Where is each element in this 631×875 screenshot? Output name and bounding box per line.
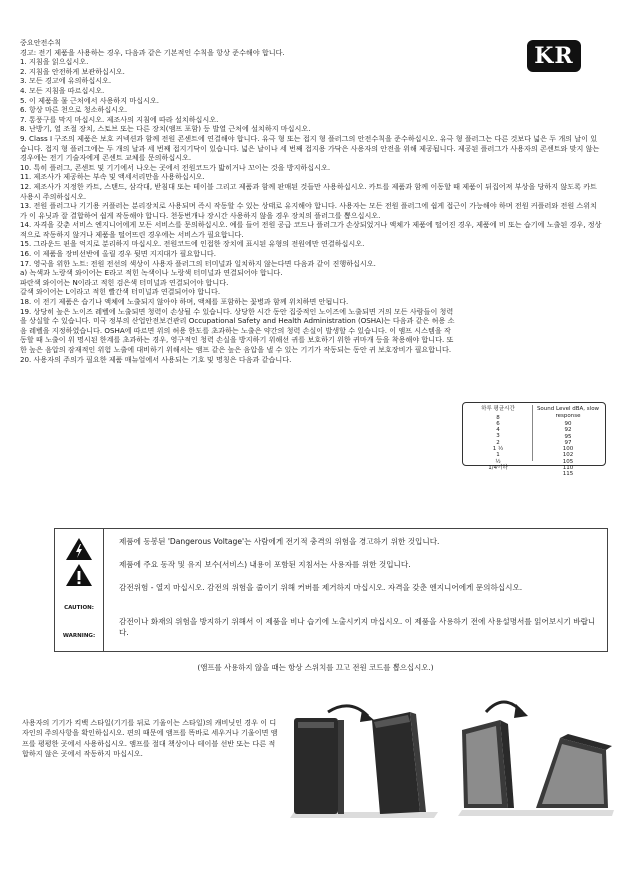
fire-risk-note: 감전이나 화재의 위험을 방지하기 위해서 이 제품을 비나 습기에 노출시키지 마십시오. 이 제품을 사용하기 전에 사용설명서를 읽어보시기 바랍니다.: [119, 617, 596, 637]
instructions-note: 제품에 주요 동작 및 유지 보수(서비스) 내용이 포함된 지침서는 사용자를 위한 것입니다.: [119, 560, 411, 569]
power-off-note: (앰프를 사용하지 않을 때는 항상 스위치를 끄고 전원 코드를 뽑으십시오.): [197, 663, 434, 672]
hours-column: [466, 406, 530, 471]
table-divider: [532, 405, 533, 461]
warning-label: WARNING:: [62, 633, 96, 639]
shock-risk-note: 감전위험 - 열지 마십시오. 감전의 위험을 줄이기 위해 커버를 제거하지 마십시오. 자격을 갖춘 엔지니어에게 문의하십시오.: [119, 583, 523, 592]
item-3: 3. 모든 경고에 유의하십시오.: [20, 76, 112, 86]
hours-header: 하루 평균시간: [481, 406, 515, 412]
item-9: 9. Class I 구조의 제품은 보호 커넥션과 함께 전원 콘센트에 연결해야 합니다. 유극 형 또는 접지 형 플러그의 안전수칙을 준수하십시오. 유극 형 플러그는 다른 것보다 넓은 두 개의 날이 있습니다. 접지 형 플러그에는 두 개의 날과 세 번째 접지기닥이 있습니다. 넓은 날이나 세 번째 접지용 가닥은 사용자의 안전을 위해 제공됩니다. 제공된 플러그가 사용자의 콘센트와 맞지 않는 경우에는 전기 기술자에게 콘센트 교체를 문의하십시오.: [20, 133, 600, 163]
item-4: 4. 모든 지침을 따르십시오.: [20, 85, 105, 95]
level-cell: 100: [562, 446, 574, 453]
level-cell: 97: [564, 439, 572, 446]
hours-cell: 8: [496, 414, 500, 421]
item-11: 11. 제조사가 제공하는 부속 및 액세서리만을 사용하십시오.: [20, 172, 205, 182]
item-14: 14. 자격을 갖춘 서비스 엔지니어에게 모든 서비스를 문의하십시오. 예를 들어 전원 공급 코드나 플러그가 손상되었거나 액체가 제품에 떨어진 경우, 제품에 비 또는 습기에 노출된 경우, 정상적으로 작동하지 않거나 제품을 떨어뜨린 경우에는 서비스가 필요합니다.: [20, 220, 602, 239]
warning-icons-column: [55, 529, 104, 651]
hours-cell: 6: [496, 420, 500, 427]
hours-cell: 1 ½: [492, 445, 504, 452]
item-5: 5. 이 제품을 물 근처에서 사용하지 마십시오.: [20, 95, 160, 105]
item-6: 6. 항상 마른 천으로 청소하십시오.: [20, 105, 128, 115]
item-16: 16. 이 제품을 장비선반에 올릴 경우 뒷면 지지대가 필요합니다.: [20, 249, 217, 259]
item-7: 7. 통풍구를 막지 마십시오. 제조사의 지침에 따라 설치하십시오.: [20, 114, 219, 124]
hours-cell: 2: [496, 439, 500, 446]
hours-cell: 3: [496, 433, 500, 440]
item-1: 1. 지침을 읽으십시오.: [20, 57, 89, 67]
dangerous-voltage-note: 제품에 동봉된 'Dangerous Voltage'는 사람에게 전기적 충격의 위험을 경고하기 위한 것입니다.: [119, 537, 440, 546]
warning-symbols-box: [54, 528, 608, 652]
kickback-cabinet-note: 사용자의 기기가 킥백 스타일(기기를 뒤로 기울이는 스타일)의 캐비닛인 경우 이 디자인의 주의사항을 확인하십시오. 편의 때문에 앰프를 똑바로 세우거나 기울이면 앰프를 평평한 곳에서 사용하십시오. 앰프를 절대 책상이나 테이블 선반 또는 다른 적합하지 않은 곳에서 작동하지 마십시오.: [22, 718, 278, 759]
caution-label: CAUTION:: [64, 605, 94, 611]
item-12: 12. 제조사가 지정한 카트, 스탠드, 삼각대, 받침대 또는 테이블 그리고 제품과 함께 판매된 것들만 사용하십시오. 카트를 제품과 함께 이동할 때 제품이 뒤집어져 부상을 당하지 않도록 카트 사용시 주의하십시오.: [20, 181, 597, 201]
level-cell: 90: [564, 421, 572, 427]
hours-cell: ½: [495, 458, 501, 465]
safety-instructions: [20, 38, 603, 364]
level-cell: 95: [564, 433, 572, 440]
item-15: 15. 그라운드 핀을 억지로 분리하지 마십시오. 전원코드에 인접한 장치에 표시된 유형의 전원에만 연결하십시오.: [20, 239, 365, 249]
level-cell: 102: [562, 452, 574, 459]
level-column: [535, 406, 601, 478]
level-cell: 92: [564, 427, 572, 434]
lightning-warning-icon: [65, 537, 93, 561]
hours-cell: 1: [496, 452, 500, 459]
item-13: 13. 전원 플러그나 기기용 커플러는 분리장치로 사용되며 즉시 작동할 수 있는 상태로 유지해야 합니다. 사용자는 모든 전원 플러그에 쉽게 접근이 가능해야 하며 전원 커플러와 전원 스위치가 이 유닛과 잘 결합하여 쉽게 작동해야 합니다. 천둥번개나 장시간 사용하지 않을 경우 장치의 플러그를 뽑으십시오.: [20, 201, 597, 220]
exclamation-warning-icon: [65, 563, 93, 587]
amp-tilt-illustration-2: [456, 690, 616, 820]
level-cell: 115: [562, 471, 574, 478]
level-header: Sound Level dBA, slow response: [536, 406, 600, 419]
item-8: 8. 난방기, 열 조절 장치, 스토브 또는 다른 장치(앰프 포함) 등 발열 근처에 설치하지 마십시오.: [20, 124, 311, 134]
item-17-sub-c: 갈색 와이어는 L이라고 적힌 빨간색 터미널과 연결되어야 합니다.: [20, 287, 221, 297]
item-2: 2. 지침을 안전하게 보관하십시오.: [20, 66, 125, 76]
section-heading: 중요안전수칙: [20, 38, 62, 47]
item-10: 10. 특히 플러그, 콘센트 및 기기에서 나오는 곳에서 전원코드가 밟히거나 꼬이는 것을 방지하십시오.: [20, 162, 331, 172]
hours-cell: 4: [496, 427, 500, 434]
item-17: 17. 영국을 위한 노트: 전원 전선의 색상이 사용자 플러그의 터미널과 일치하지 않는다면 다음과 같이 진행하십시오.: [20, 258, 376, 268]
level-cell: 105: [562, 458, 574, 465]
item-19: 19. 상당히 높은 노이즈 레벨에 노출되면 청력이 손상될 수 있습니다. 상당한 시간 동안 집중적인 노이즈에 노출되면 거의 모든 사람들이 청력을 상실할 수 있습니다. 미국 정부의 산업안전보건관리 Occupational Safety and Health Administration (OSHA)는 다음과 같은 허용 소음 레벨을 지정하였습니다. OSHA에 따르면 위의 허용 한도를 초과하는 노출은 약간의 청력 손실이 발생할 수 있습니다. 이 앰프 시스템을 작동할 때 노출이 위 명시된 한계를 초과하는 경우, 영구적인 청력 손실을 방지하기 위해선 귀를 보호하기 위한 귀마개 등을 착용해야 합니다. 또한 높은 음압의 잠재적인 위험 노출에 대비하기 위해서는 앰프 같은 높은 음압을 낼 수 있는 기기가 작동되는 동안 귀 보호장비가 필요합니다.: [20, 306, 455, 354]
level-cell: 110: [562, 465, 574, 472]
item-17-sub-b: 파란색 와이어는 N이라고 적힌 검은색 터미널과 연결되어야 합니다.: [20, 277, 229, 287]
item-18: 18. 이 전기 제품은 습기나 액체에 노출되지 않아야 하며, 액체를 포함하는 꽃병과 함께 위치하면 안됩니다.: [20, 297, 349, 307]
item-20: 20. 사용자의 주의가 필요한 제품 매뉴얼에서 사용되는 기호 및 명칭은 다음과 같습니다.: [20, 354, 292, 364]
amp-tilt-illustration-1: [284, 700, 444, 820]
hours-cell: 1/4이하: [488, 464, 508, 471]
warning-intro: 경고: 전기 제품을 사용하는 경우, 다음과 같은 기본적인 수칙을 항상 준수해야 합니다.: [20, 47, 285, 57]
item-17-sub-a: a) 녹색과 노랑색 와이어는 E라고 적힌 녹색이나 노랑색 터미널과 연결되어야 합니다.: [20, 268, 283, 278]
language-badge: KR: [527, 40, 581, 72]
noise-exposure-table: [462, 402, 606, 478]
